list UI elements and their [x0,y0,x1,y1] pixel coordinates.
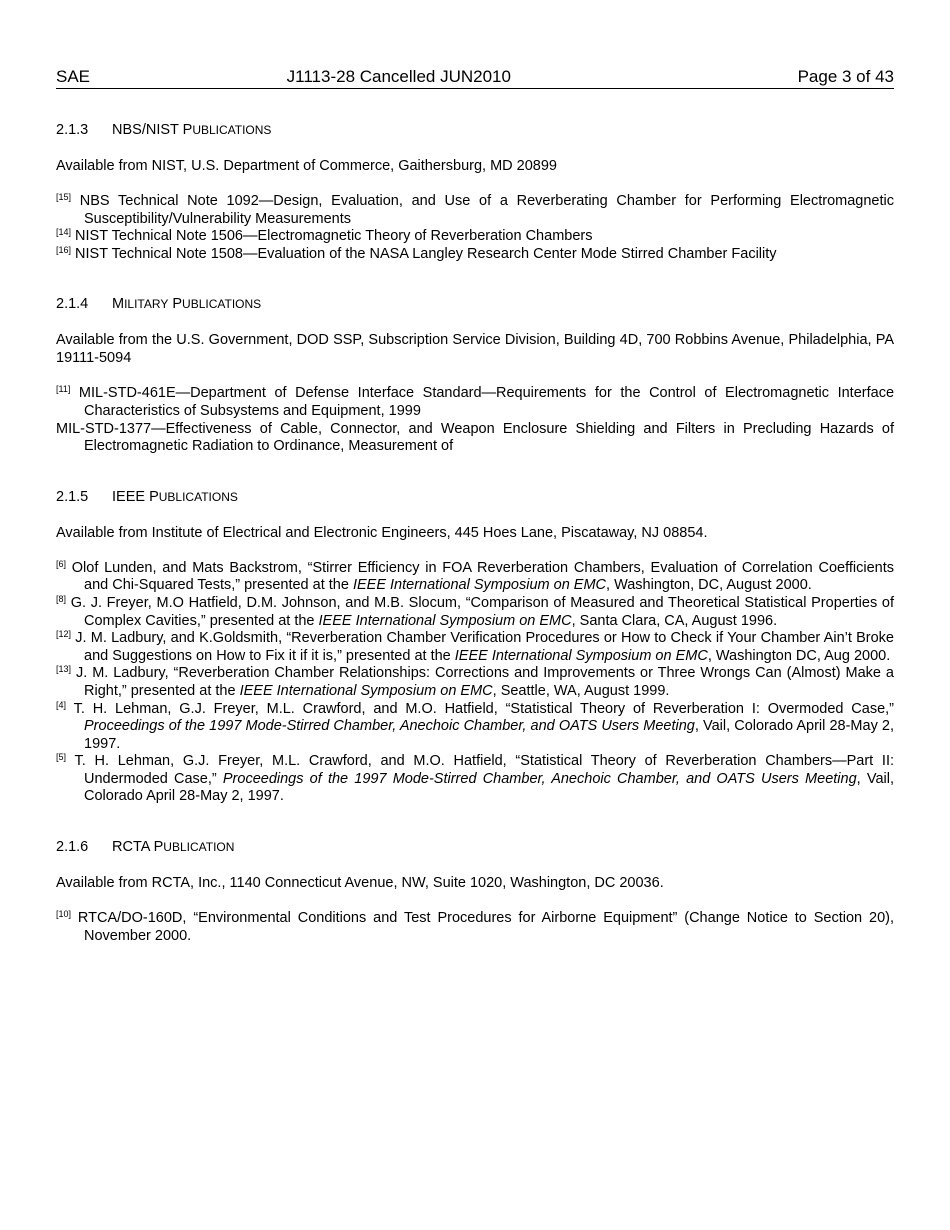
section-heading [56,295,894,313]
reference-text: MIL-STD-1377—Effectiveness of Cable, Connector, and Weapon Enclosure Shielding and Filters in Precluding Hazards of Electromagnetic Radiation to Ordinance, Measurement of [56,420,894,455]
reference-number: [11] [56,384,71,395]
reference-text: T. H. Lehman, G.J. Freyer, M.L. Crawford, and M.O. Hatfield, “Statistical Theory of Reverberation I: Overmoded Case,” [73,700,894,717]
availability-note: Available from the U.S. Government, DOD SSP, Subscription Service Division, Building 4D, 700 Robbins Avenue, Philadelphia, PA 19111-5094 [56,332,894,367]
reference-list [56,193,894,263]
reference-list [56,910,894,945]
reference-list [56,560,894,806]
reference-item [56,193,894,228]
reference-item [56,421,894,456]
reference-number: [15] [56,192,72,202]
reference-item [56,701,894,754]
reference-item [56,228,894,246]
section-2-1-3 [56,121,894,263]
section-title-main: RCTA P [112,839,164,856]
reference-item [56,385,894,420]
reference-text: MIL-STD-461E—Department of Defense Interface Standard—Requirements for the Control of Electromagnetic Interface Characteristics of Subsystems and Equipment, 1999 [78,385,895,419]
header-doc-id: J1113-28 Cancelled JUN2010 [286,67,511,86]
reference-details: , Seattle, WA, August 1999. [492,682,670,699]
reference-item [56,910,894,945]
reference-number: [6] [56,558,67,569]
reference-item [56,595,894,630]
section-title-main: IEEE P [112,488,159,505]
reference-text: RTCA/DO-160D, “Environmental Conditions and Test Procedures for Airborne Equipment” (Change Notice to Section 20), November 2000. [77,910,895,944]
reference-number: [16] [56,244,72,255]
reference-number: [8] [56,593,67,604]
section-2-1-6 [56,838,894,945]
section-title-smallcaps-2: UBLICATIONS [182,297,262,312]
reference-number: [14] [56,227,72,238]
reference-venue: IEEE International Symposium on EMC [454,647,708,664]
reference-text: NIST Technical Note 1506—Electromagnetic Theory of Reverberation Chambers [75,228,593,245]
section-title-smallcaps: UBLICATIONS [192,123,272,137]
page-header [56,66,894,89]
reference-text: T. H. Lehman, G.J. Freyer, M.L. Crawford, and M.O. Hatfield, “Statistical Theory of Reverberation Chambers—Part II: Undermoded Case,” [74,753,894,787]
reference-details: , Washington DC, Aug 2000. [707,647,891,664]
reference-text: NBS Technical Note 1092—Design, Evaluation, and Use of a Reverberating Chamber for Performing Electromagnetic Susceptibility/Vulnerability Measurements [79,193,894,227]
reference-details: , Washington, DC, August 2000. [606,577,812,594]
reference-venue: IEEE International Symposium on EMC [318,612,572,629]
section-title-smallcaps: ILITARY [124,297,169,312]
section-title-smallcaps: UBLICATION [163,840,235,855]
reference-list [56,385,894,455]
section-number: 2.1.4 [56,296,89,313]
reference-number: [12] [56,629,72,640]
section-2-1-4 [56,295,894,455]
section-title-smallcaps: UBLICATIONS [158,489,238,504]
section-title-main: M [112,296,125,313]
reference-text: G. J. Freyer, M.O Hatfield, D.M. Johnson, and M.B. Slocum, “Comparison of Measured and Theoretical Statistical Properties of Complex Cavities,” presented at the [70,594,894,629]
reference-text: J. M. Ladbury, “Reverberation Chamber Relationships: Corrections and Improvements or Three Wrongs Can (Almost) Make a Right,” presented at the [75,665,894,699]
availability-note: Available from NIST, U.S. Department of Commerce, Gaithersburg, MD 20899 [56,158,557,174]
reference-number: [4] [56,699,67,710]
document-page [56,66,894,945]
section-number: 2.1.5 [56,488,89,505]
section-title-main: NBS/NIST P [112,122,193,138]
header-page-number: Page 3 of 43 [797,67,894,86]
availability-note: Available from Institute of Electrical and Electronic Engineers, 445 Hoes Lane, Piscataway, NJ 08854. [56,524,708,541]
reference-number: [10] [56,909,72,920]
reference-venue: Proceedings of the 1997 Mode-Stirred Chamber, Anechoic Chamber, and OATS Users Meeting [222,770,857,787]
reference-item [56,665,894,700]
reference-number: [13] [56,664,72,675]
section-number: 2.1.6 [56,839,89,856]
reference-details: , Vail, Colorado April 28-May 2, 1997. [84,770,894,805]
reference-text: J. M. Ladbury, and K.Goldsmith, “Reverberation Chamber Verification Procedures or How to Check if Your Chamber Ain’t Broke and Suggestions on How to Fix it if it is,” presented at the [75,630,894,664]
reference-text: Olof Lunden, and Mats Backstrom, “Stirrer Efficiency in FOA Reverberation Chambers, Evaluation of Correlation Coefficients and Chi-Squared Tests,” presented at the [71,559,894,594]
reference-details: , Santa Clara, CA, August 1996. [571,612,778,629]
availability-note: Available from RCTA, Inc., 1140 Connecticut Avenue, NW, Suite 1020, Washington, DC 20036. [56,875,664,892]
reference-venue: Proceedings of the 1997 Mode-Stirred Chamber, Anechoic Chamber, and OATS Users Meeting [84,718,695,735]
section-heading [56,488,894,506]
reference-details: , Vail, Colorado April 28-May 2, 1997. [84,718,895,752]
section-number: 2.1.3 [56,122,89,138]
reference-item [56,753,894,806]
reference-item [56,246,894,264]
section-heading [56,121,894,139]
reference-text: NIST Technical Note 1508—Evaluation of the NASA Langley Research Center Mode Stirred Chamber Facility [75,245,777,262]
header-org: SAE [56,67,91,86]
section-heading [56,838,894,856]
reference-item [56,630,894,665]
section-2-1-5 [56,488,894,806]
reference-venue: IEEE International Symposium on EMC [352,577,607,594]
reference-item [56,560,894,595]
reference-venue: IEEE International Symposium on EMC [239,682,493,699]
reference-number: [5] [56,752,67,763]
section-title-main-2: P [168,296,183,313]
sections-container [56,121,894,945]
